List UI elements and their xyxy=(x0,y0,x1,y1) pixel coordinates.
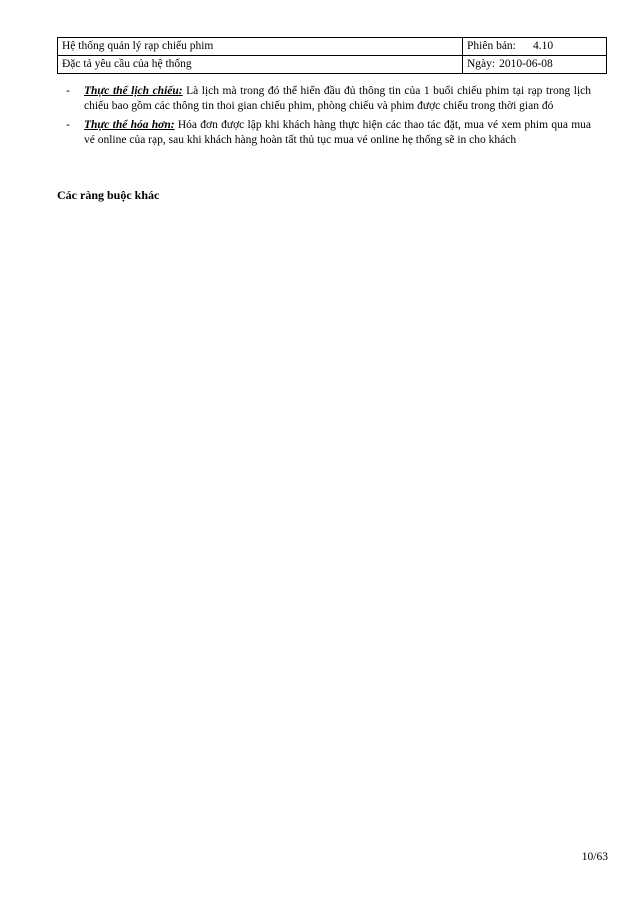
version-value: 4.10 xyxy=(533,40,554,52)
bullet-term: Thực thể hóa hơn: xyxy=(84,119,175,131)
date-value: 2010-06-08 xyxy=(499,58,553,70)
date-cell xyxy=(463,56,607,74)
bullet-term: Thực thể lịch chiếu: xyxy=(84,85,183,97)
section-heading: Các ràng buộc khác xyxy=(57,188,160,202)
system-name-cell xyxy=(58,38,463,56)
doc-name: Đặc tả yêu cầu của hệ thống xyxy=(62,58,192,70)
page-number: 10/63 xyxy=(581,851,608,863)
header-row-1 xyxy=(58,38,607,56)
bullet-marker: - xyxy=(66,119,70,131)
header-row-2 xyxy=(58,56,607,74)
system-name: Hệ thống quản lý rạp chiếu phim xyxy=(62,40,214,52)
doc-name-cell xyxy=(58,56,463,74)
bullet-item-lich-chieu xyxy=(66,84,591,114)
bullet-item-hoa-don xyxy=(66,118,591,148)
bullet-text: Hóa đơn được lập khi khách hàng thực hiện các thao tác đặt, mua vé xem phim qua mua vé online của rạp, sau khi khách hàng hoàn tất thủ tục mua vé online hẹ thống sẽ in cho khách xyxy=(84,119,591,146)
bullet-text: Là lịch mà trong đó thể hiển đầu đủ thông tin của 1 buổi chiếu phim tại rạp trong lịch chiếu bao gồm các thông tin thoi gian chiếu phim, phòng chiếu và phim được chiếu trong thời gian đó xyxy=(84,85,591,112)
version-label: Phiên bản: xyxy=(467,40,516,52)
version-cell xyxy=(463,38,607,56)
bullet-marker: - xyxy=(66,85,70,97)
bullet-list xyxy=(66,84,591,152)
document-header-table xyxy=(57,37,607,74)
date-label: Ngày: xyxy=(467,58,496,70)
